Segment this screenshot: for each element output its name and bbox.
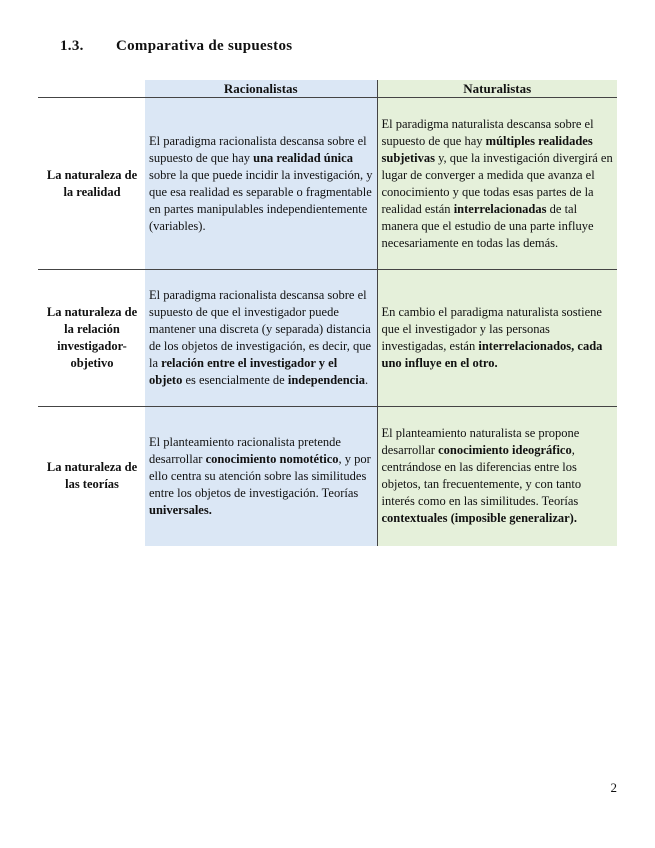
- text-run: , y por ello centra su atención sobre las similitudes entre los objetos de investigación. Teorías: [149, 451, 371, 500]
- text-run: y, que la investigación divergirá en lugar de converger a medida que avanza el conocimiento y que todas esas partes de la realidad están: [381, 150, 613, 216]
- table-row: [38, 98, 617, 270]
- section-title: Comparativa de supuestos: [116, 38, 293, 54]
- table-header-row: [38, 80, 617, 98]
- bold-text: interrelacionadas: [453, 201, 547, 216]
- bold-text: contextuales (imposible generalizar).: [381, 511, 577, 526]
- text-run: El planteamiento naturalista se propone desarrollar: [381, 426, 580, 458]
- bold-text: múltiples realidades subjetivas: [381, 133, 593, 165]
- bold-text: conocimiento nomotético: [205, 451, 339, 466]
- header-empty: [38, 80, 145, 98]
- cell-racionalistas: [145, 270, 377, 407]
- bold-text: relación entre el investigador y el objeto: [149, 356, 338, 387]
- header-racionalistas: Racionalistas: [145, 80, 377, 98]
- header-naturalistas: Naturalistas: [377, 80, 617, 98]
- bold-text: interrelacionados, cada uno influye en el otro.: [381, 339, 603, 370]
- page-number: 2: [610, 780, 617, 795]
- bold-text: una realidad única: [253, 150, 353, 165]
- section-heading: [60, 38, 292, 55]
- row-label: La naturaleza de la realidad: [38, 98, 145, 270]
- bold-text: conocimiento ideográfico: [438, 443, 572, 458]
- cell-naturalistas: [377, 407, 617, 546]
- text-run: El planteamiento racionalista pretende desarrollar: [149, 434, 341, 466]
- text-run: El paradigma racionalista descansa sobre el supuesto de que el investigador puede mantener una discreta (y separada) distancia de los objetos de investigación, es decir, que la: [149, 288, 372, 370]
- row-label: La naturaleza de la relación investigador-objetivo: [38, 270, 145, 407]
- bold-text: universales.: [149, 502, 212, 517]
- row-label: La naturaleza de las teorías: [46, 460, 138, 492]
- cell-naturalistas: [377, 98, 617, 270]
- text-run: de tal manera que el estudio de una parte influye necesariamente en todas las demás.: [381, 201, 594, 250]
- bold-text: independencia: [287, 373, 365, 387]
- cell-naturalistas: [377, 270, 617, 407]
- section-number: 1.3.: [60, 38, 84, 54]
- text-run: es esencialmente de: [182, 373, 288, 387]
- table-row: [38, 407, 617, 546]
- table-row: [38, 270, 617, 407]
- cell-racionalistas: [145, 98, 377, 270]
- text-run: El paradigma naturalista descansa sobre el supuesto de que hay: [381, 116, 594, 148]
- text-run: En cambio el paradigma naturalista sostiene que el investigador y las personas investigadas, están: [381, 305, 602, 353]
- text-run: .: [364, 373, 369, 387]
- cell-racionalistas: [145, 407, 377, 546]
- text-run: , centrándose en las diferencias entre los objetos, tan frecuentemente, y con tanto interés como en las similitudes. Teorías: [381, 443, 582, 509]
- text-run: sobre la que puede incidir la investigación, y que esa realidad es separable o fragmentable en partes manipulables independientemente (variables).: [149, 167, 373, 233]
- text-run: El paradigma racionalista descansa sobre el supuesto de que hay: [149, 133, 367, 165]
- comparison-table: [38, 80, 617, 546]
